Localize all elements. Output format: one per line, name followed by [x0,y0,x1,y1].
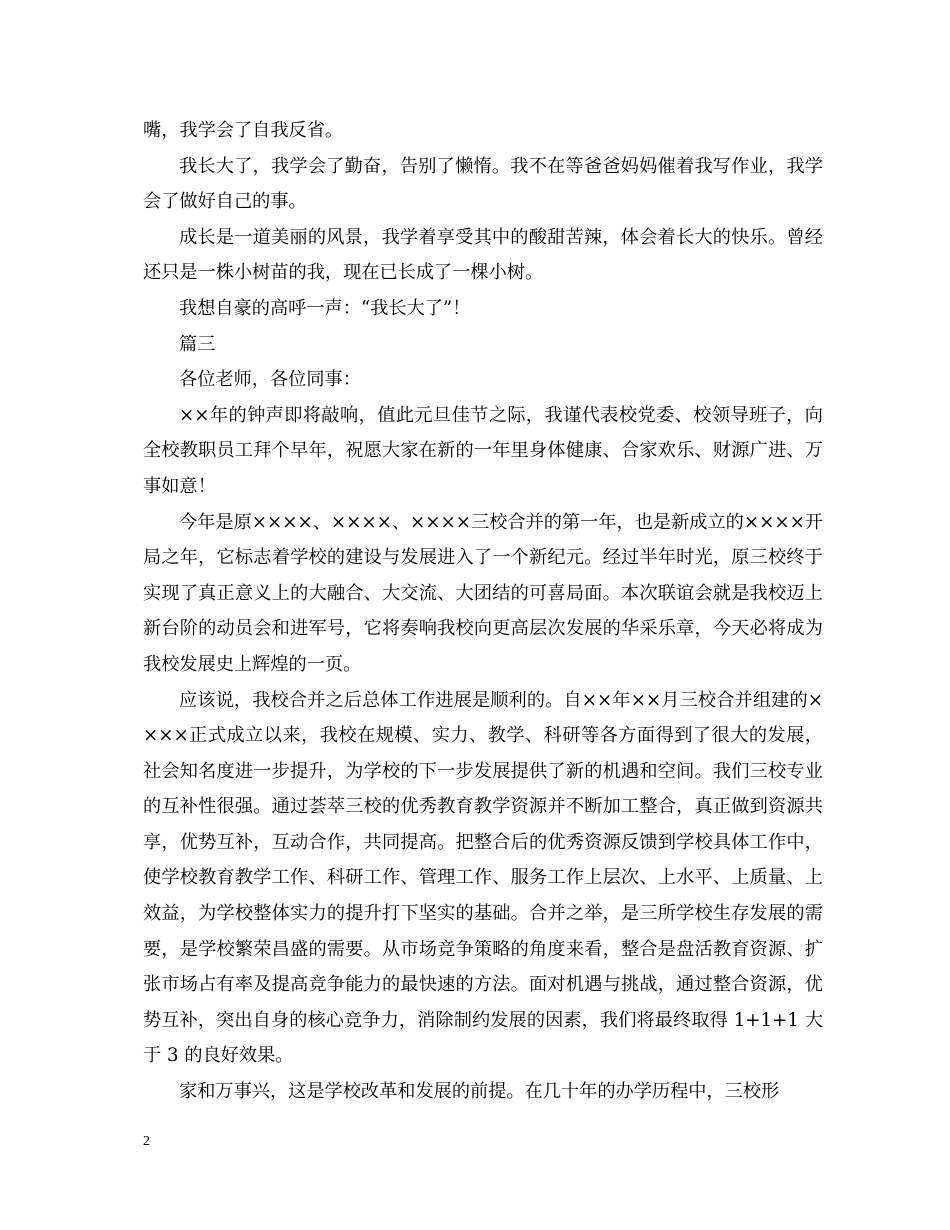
section-heading: 篇三 [179,333,216,355]
paragraph-10: 家和万事兴，这是学校改革和发展的前提。在几十年的办学历程中，三校形 [179,1081,780,1103]
paragraph-9: 应该说，我校合并之后总体工作进展是顺利的。自××年××月三校合并组建的××××正式成立以来，我校在规模、实力、教学、科研等各方面得到了很大的发展，社会知名度进一步提升，为学校的下一步发展提供了新的机遇和空间。我们三校专业的互补性很强。通过荟萃三校的优秀教育教学资源并不断加工整合，真正做到资源共享，优势互补，互动合作，共同提高。把整合后的优秀资源反馈到学校具体工作中，使学校教育教学工作、科研工作、管理工作、服务工作上层次、上水平、上质量、上效益，为学校整体实力的提升打下坚实的基础。合并之举，是三所学校生存发展的需要，是学校繁荣昌盛的需要。从市场竞争策略的角度来看，整合是盘活教育资源、扩张市场占有率及提高竞争能力的最快速的方法。面对机遇与挑战，通过整合资源，优势互补，突出自身的核心竞争力，消除制约发展的因素，我们将最终取得 1+1+1 大于 3 的良好效果。 [143,689,823,1067]
paragraph-7: ××年的钟声即将敲响，值此元旦佳节之际，我谨代表校党委、校领导班子，向全校教职员工拜个早年，祝愿大家在新的一年里身体健康、合家欢乐、财源广进、万事如意！ [143,404,823,497]
page-number: 2 [143,1134,150,1149]
paragraph-4: 我想自豪的高呼一声：“我长大了”！ [179,297,471,319]
document-body [143,113,823,1110]
paragraph-8: 今年是原××××、××××、××××三校合并的第一年，也是新成立的××××开局之年，它标志着学校的建设与发展进入了一个新纪元。经过半年时光，原三校终于实现了真正意义上的大融合、大交流、大团结的可喜局面。本次联谊会就是我校迈上新台阶的动员会和进军号，它将奏响我校向更高层次发展的华采乐章，今天必将成为我校发展史上辉煌的一页。 [143,511,823,675]
paragraph-2: 我长大了，我学会了勤奋，告别了懒惰。我不在等爸爸妈妈催着我写作业，我学会了做好自己的事。 [143,155,823,213]
paragraph-1: 嘴，我学会了自我反省。 [143,120,344,141]
paragraph-3: 成长是一道美丽的风景，我学着享受其中的酸甜苦辣，体会着长大的快乐。曾经还只是一株小树苗的我，现在已长成了一棵小树。 [143,226,823,284]
salutation: 各位老师，各位同事： [179,369,361,391]
